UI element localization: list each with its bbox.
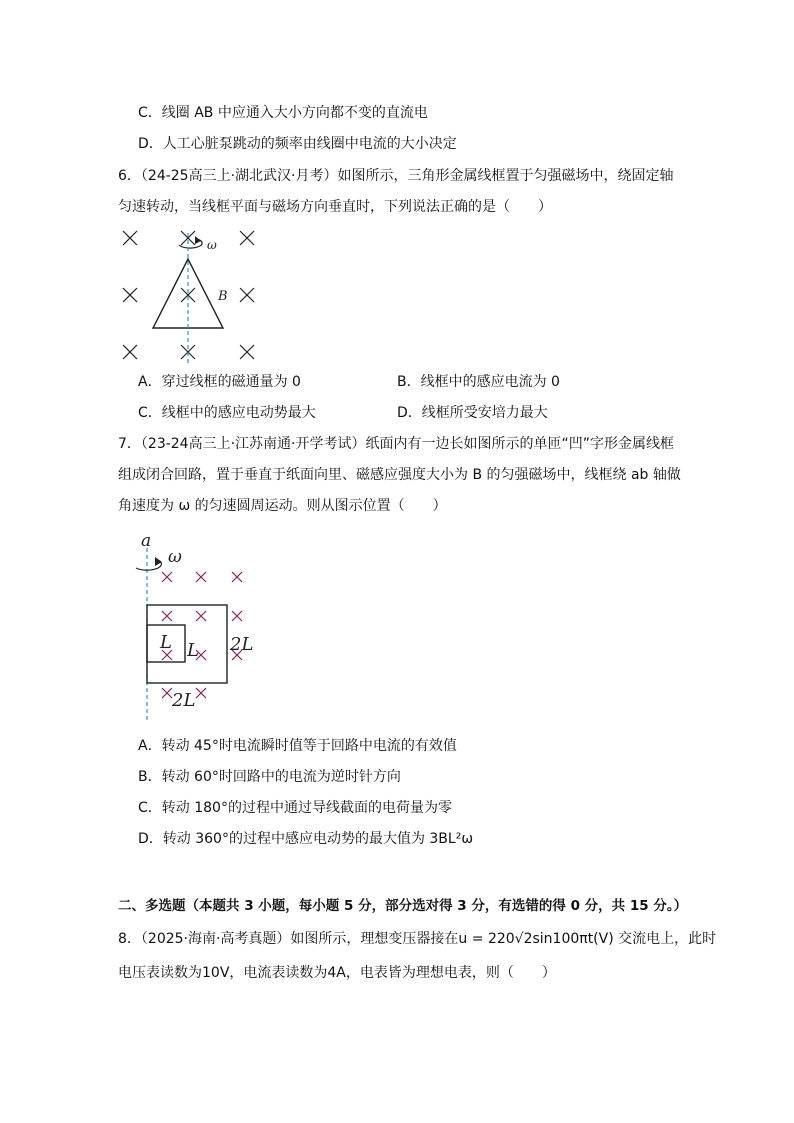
field-cross (123, 288, 137, 302)
q7-stem-line3: 角速度为 ω 的匀速圆周运动。则从图示位置（ ） (118, 498, 447, 514)
field-cross (240, 231, 254, 245)
b-label: B (218, 289, 228, 304)
q7-option-b: B．转动 60°时回路中的电流为逆时针方向 (138, 769, 401, 785)
q7-stem-line2: 组成闭合回路，置于垂直于纸面向里、磁感应强度大小为 B 的匀强磁场中，线框绕 ab 轴做 (118, 467, 681, 483)
q8-stem-line1: 8．（2025·海南·高考真题）如图所示，理想变压器接在u = 220√2sin100πt(V) 交流电上，此时 (118, 931, 717, 947)
label-side-2l: 2L (230, 634, 254, 655)
field-cross (123, 345, 137, 359)
q7-option-a: A．转动 45°时电流瞬时值等于回路中电流的有效值 (138, 738, 457, 754)
q6-option-c: C．线框中的感应电动势最大 (138, 405, 316, 421)
q6-option-d: D．线框所受安培力最大 (397, 405, 548, 421)
q7-option-c: C．转动 180°的过程中通过导线截面的电荷量为零 (138, 800, 452, 816)
q7-stem-line1: 7．（23-24高三上·江苏南通·开学考试）纸面内有一边长如图所示的单匝“凹”字形金属线框 (118, 436, 674, 452)
q6-option-a: A．穿过线框的磁通量为 0 (138, 374, 301, 390)
q6-option-b: B．线框中的感应电流为 0 (397, 374, 560, 390)
q6-stem-line1: 6．（24-25高三上·湖北武汉·月考）如图所示，三角形金属线框置于匀强磁场中，绕固定轴 (118, 168, 674, 184)
label-bottom-2l: 2L (172, 690, 196, 711)
omega-label: ω (207, 238, 217, 252)
section-heading-multi-choice: 二、多选题（本题共 3 小题，每小题 5 分，部分选对得 3 分，有选错的得 0 分，共 15 分。） (118, 898, 688, 914)
q6-stem-line2: 匀速转动，当线框平面与磁场方向垂直时，下列说法正确的是（ ） (118, 199, 552, 215)
omega-label: ω (168, 547, 182, 567)
q7-figure-notched-frame (120, 528, 280, 728)
field-cross (240, 345, 254, 359)
prev-option-d: D．人工心脏泵跳动的频率由线圈中电流的大小决定 (138, 136, 457, 152)
axis-label-a: a (141, 531, 152, 551)
q6-figure-triangle-frame (115, 225, 295, 365)
field-cross (240, 288, 254, 302)
label-inner-l-right: L (187, 640, 199, 661)
field-cross (123, 231, 137, 245)
q8-stem-line2: 电压表读数为10V，电流表读数为4A，电表皆为理想电表，则（ ） (118, 965, 556, 981)
prev-option-c: C．线圈 AB 中应通入大小方向都不变的直流电 (138, 105, 428, 121)
label-inner-l: L (160, 632, 172, 653)
q7-option-d: D．转动 360°的过程中感应电动势的最大值为 3BL²ω (138, 831, 474, 847)
